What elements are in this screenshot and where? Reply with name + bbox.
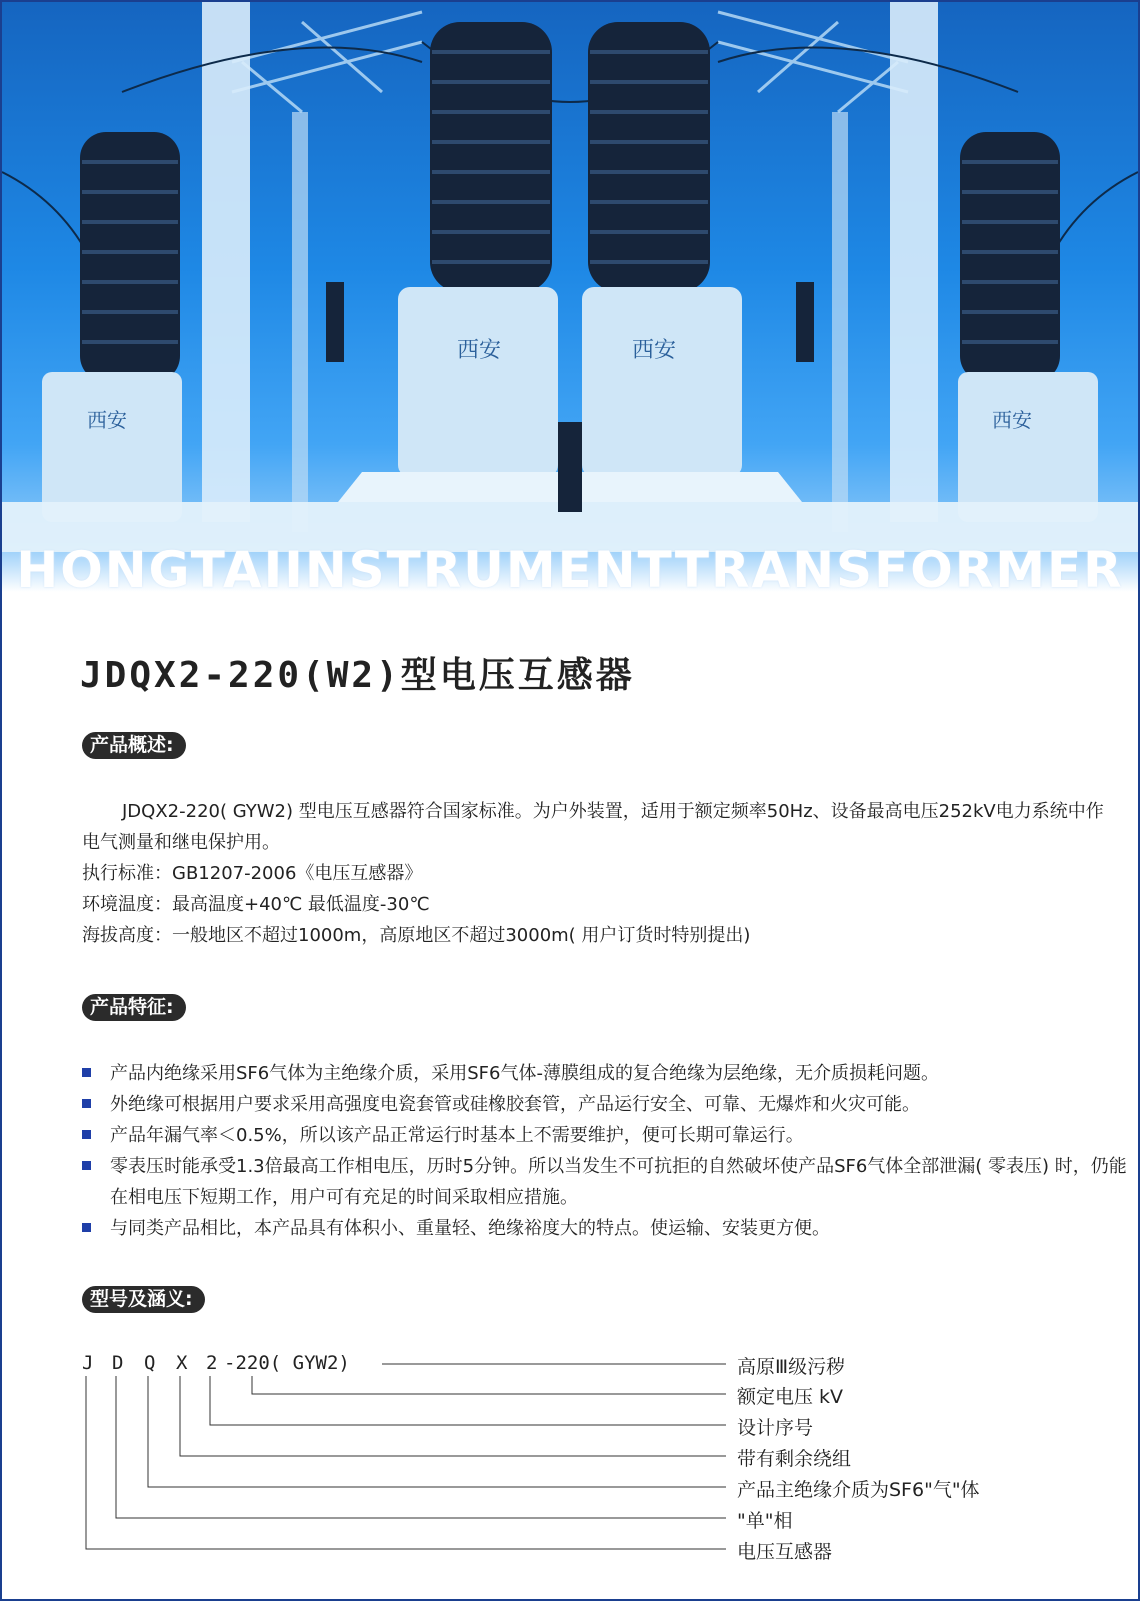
brand-banner: HONGTAIINSTRUMENTTRANSFORMER <box>16 546 1124 592</box>
meaning-pollution-class: 高原Ⅲ级污秽 <box>737 1356 846 1378</box>
steel-column-left <box>202 2 250 522</box>
bullet-icon <box>82 1223 91 1232</box>
model-label: 型号及涵义: <box>82 1286 205 1313</box>
code-design-number: 2 <box>206 1352 218 1374</box>
list-item: 与同类产品相比，本产品具有体积小、重量轻、绝缘裕度大的特点。使运输、安装更方便。 <box>82 1213 1132 1244</box>
code-voltage-suffix: -220( GYW2) <box>224 1352 350 1374</box>
page-title: JDQX2-220(W2)型电压互感器 <box>80 655 635 696</box>
nameplate-text: 西安 <box>632 338 677 363</box>
features-list <box>82 1058 1132 1244</box>
nameplate-text: 西安 <box>992 408 1032 432</box>
list-item: 外绝缘可根据用户要求采用高强度电瓷套管或硅橡胶套管，产品运行安全、可靠、无爆炸和火灾可能。 <box>82 1089 1132 1120</box>
features-label: 产品特征: <box>82 994 186 1021</box>
meaning-voltage-transformer: 电压互感器 <box>737 1541 833 1563</box>
bullet-icon <box>82 1130 91 1139</box>
list-item: 零表压时能承受1.3倍最高工作相电压，历时5分钟。所以当发生不可抗拒的自然破坏使产品SF6气体全部泄漏( 零表压) 时，仍能在相电压下短期工作，用户可有充足的时间采取相应措施。 <box>82 1151 1132 1213</box>
overview-standard: 执行标准：GB1207-2006《电压互感器》 <box>82 863 423 884</box>
meaning-rated-voltage: 额定电压 kV <box>737 1386 844 1408</box>
list-item: 产品年漏气率＜0.5%，所以该产品正常运行时基本上不需要维护，便可长期可靠运行。 <box>82 1120 1132 1151</box>
overview-text <box>82 796 1112 951</box>
meaning-residual-winding: 带有剩余绕组 <box>737 1448 852 1470</box>
overview-temperature: 环境温度：最高温度+40℃ 最低温度-30℃ <box>82 894 430 915</box>
overview-label: 产品概述: <box>82 732 186 759</box>
overview-altitude: 海拔高度：一般地区不超过1000m，高原地区不超过3000m( 用户订货时特别提出) <box>82 925 751 946</box>
hero-illustration <box>2 2 1138 592</box>
meaning-design-number: 设计序号 <box>737 1417 814 1439</box>
hero-image <box>2 2 1138 592</box>
nameplate-text: 西安 <box>87 408 127 432</box>
insulator-icon <box>430 22 710 292</box>
list-item: 产品内绝缘采用SF6气体为主绝缘介质，采用SF6气体-薄膜组成的复合绝缘为层绝缘，无介质损耗问题。 <box>82 1058 1132 1089</box>
bullet-icon <box>82 1161 91 1170</box>
meaning-single-phase: "单"相 <box>737 1510 793 1532</box>
code-letter-j: J <box>82 1352 94 1374</box>
code-letter-x: X <box>176 1352 188 1374</box>
meaning-sf6-insulation: 产品主绝缘介质为SF6"气"体 <box>737 1479 980 1501</box>
overview-intro: JDQX2-220( GYW2) 型电压互感器符合国家标准。为户外装置，适用于额定频率50Hz、设备最高电压252kV电力系统中作电气测量和继电保护用。 <box>82 801 1104 853</box>
nameplate-text: 西安 <box>457 338 502 363</box>
code-letter-q: Q <box>144 1352 156 1374</box>
steel-column-right <box>890 2 938 522</box>
code-letter-d: D <box>112 1352 124 1374</box>
bullet-icon <box>82 1099 91 1108</box>
bullet-icon <box>82 1068 91 1077</box>
